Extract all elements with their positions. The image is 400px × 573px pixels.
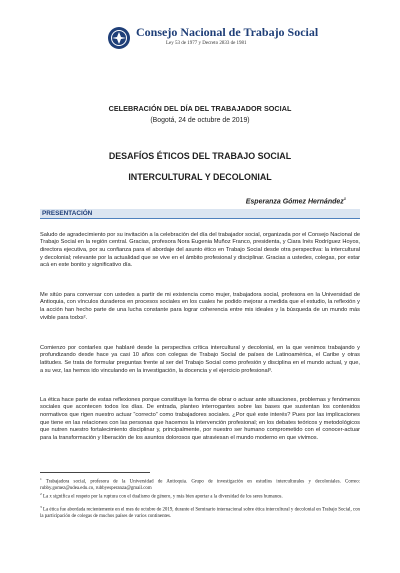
section-heading: PRESENTACIÓN	[42, 210, 93, 217]
footnote-3-mark: 3	[40, 505, 42, 509]
footnote-3-text: La ética fue abordada recientemente en el mes de octubre de 2019, durante el Seminario internacional sobre ética intercultural y decolonial en Trabajo Social, con la participación de colegas de muchos países de varios continentes.	[40, 507, 360, 519]
footnote-2-text: La x significa el respeto por la ruptura con el dualismo de género, y más bien aportar a la diversidad de los seres humanos.	[42, 494, 283, 500]
paragraph-4: La ética hace parte de estas reflexiones porque constituye la forma de obrar o actuar ante situaciones, problemas y fenómenos sociales que acontecen todos los días. De entrada, planteo interrogantes sobre las bases que sustentan los contenidos normativos que rigen nuestro actuar “correcto” como trabajadores sociales. ¿Por qué este interés? Pues por las implicaciones que tiene en las relaciones con las personas que hacemos la intervención profesional; en los debates teóricos y metodológicos que nutren nuestro fortalecimiento disciplinar y, principalmente, por nuestro ser humano comprometido con el conocer-actuar para la transformación y liberación de los asuntos dolorosos que atraviesan el mundo moderno en que vivimos.	[40, 396, 360, 441]
paragraph-1: Saludo de agradecimiento por su invitación a la celebración del día del trabajador social, organizada por el Consejo Nacional de Trabajo Social en la región central. Gracias, profesora Nora Eugenia Muñoz Franco, presidenta, y Ciara Inés Rodríguez Hoyos, directora ejecutiva, por su confianza para el abordaje del asunto ético en Trabajo Social desde otra perspectiva: la intercultural y decolonial; relevante por la actualidad que se vive en el ámbito profesional y disciplinar. Gracias a ustedes, colegas, por estar acá en este bonito y significativo día.	[40, 231, 360, 269]
paragraph-2: Me sitúo para conversar con ustedes a partir de mi existencia como mujer, trabajadora social, profesora en la Universidad de Antioquia, con vínculos duraderos en procesos sociales en los cuales he podido mejorar a medida que el estudio, la reflexión y la acción han hecho parte de una lucha constante para lograr coherencia entre mis ideales y la búsqueda de un mundo más vivible para todxs².	[40, 291, 360, 321]
author-footnote-mark: 1	[343, 196, 346, 201]
author-name	[246, 196, 346, 205]
location-date: (Bogotá, 24 de octubre de 2019)	[150, 117, 250, 124]
paragraph-3: Comienzo por contarles que hablaré desde la perspectiva crítica intercultural y decolonial, en la que venimos trabajando y profundizando desde hace ya casi 10 años con colegas de Trabajo Social de países de Latinoamérica, el Caribe y otras latitudes. Se trata de formular preguntas frente al ser del Trabajo Social como profesión y disciplina en el mundo actual, y que, a su vez, las hemos ido vinculando en la investigación, la docencia y el ejercicio profesional³.	[40, 344, 360, 374]
document-title-line-2: INTERCULTURAL Y DECOLONIAL	[128, 172, 272, 182]
footnote-3	[40, 504, 360, 520]
footnote-2	[40, 491, 360, 501]
event-heading: CELEBRACIÓN DEL DÍA DEL TRABAJADOR SOCIAL	[108, 104, 292, 113]
organization-name: Consejo Nacional de Trabajo Social	[136, 25, 319, 39]
author-name-text: Esperanza Gómez Hernández	[245, 198, 344, 206]
organization-legal-basis: Ley 53 de 1977 y Decreto 2833 de 1981	[166, 41, 247, 46]
footnote-2-mark: 2	[40, 492, 42, 496]
footnote-1-text: Trabajadora social, profesora de la Universidad de Antioquia. Grupo de investigación en estudios interculturales y decoloniales. Correo: rubby.gomez@udea.edu.co, rubbyesperanza@gmail.com	[40, 479, 360, 491]
footnote-1	[40, 476, 360, 492]
document-title-line-1: DESAFÍOS ÉTICOS DEL TRABAJO SOCIAL	[108, 151, 292, 161]
footnote-separator	[40, 472, 150, 473]
section-heading-bar	[40, 209, 360, 219]
footnote-1-mark: 1	[40, 477, 42, 481]
council-seal-logo	[107, 26, 131, 50]
